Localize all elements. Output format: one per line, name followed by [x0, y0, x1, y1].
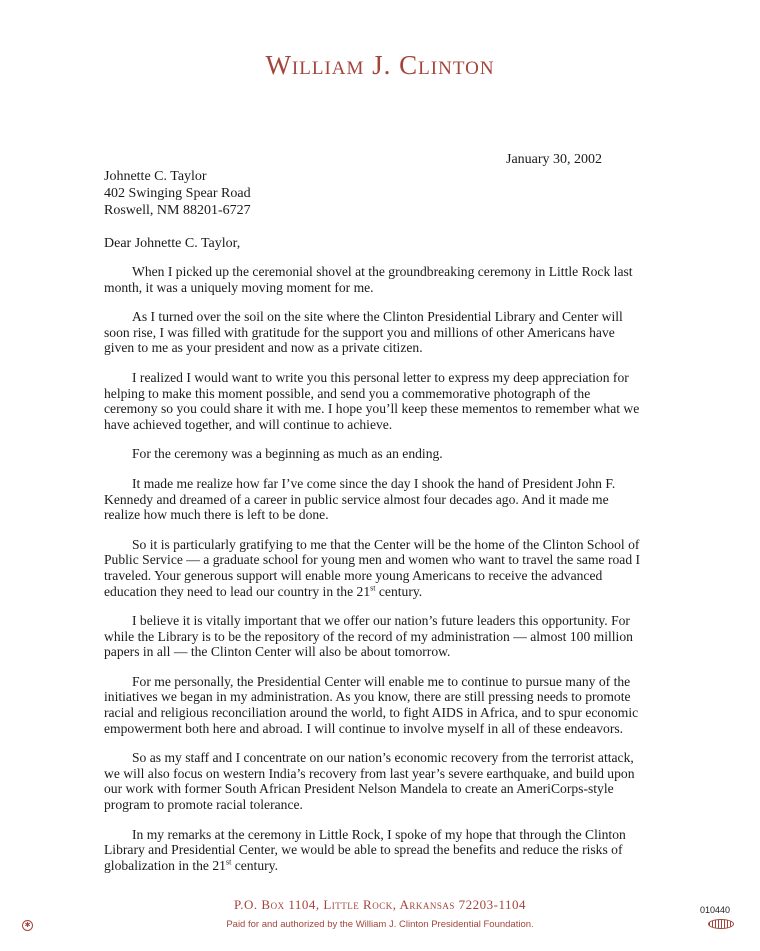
paragraph-10-end: century. — [231, 857, 278, 873]
recipient-name: Johnette C. Taylor — [104, 169, 207, 184]
ordinal-suffix: st — [225, 857, 232, 867]
document-number: 010440 — [700, 905, 731, 915]
letter-body — [104, 264, 644, 887]
paragraph-2: As I turned over the soil on the site where the Clinton Presidential Library and Center will soon rise, I was filled with gratitude for the support you and millions of other Americans have given to me as your president and now as a private citizen. — [104, 309, 623, 356]
letterhead-name: William J. Clinton — [265, 50, 495, 80]
paragraph-8: For me personally, the Presidential Center will enable me to continue to pursue many of the initiatives we began in my administration. As you know, there are still pressing needs to promote racial and religious reconciliation around the world, to fight AIDS in Africa, and to spur economic empowerment both here and abroad. I will continue to involve myself in all of these endeavors. — [104, 673, 639, 736]
paragraph-6-text: So it is particularly gratifying to me that the Center will be the home of the Clinton School of Public Service — a graduate school for young men and women who want to travel the same road I traveled. Your generous support will enable more young Americans to receive the advanced education they need to lead our country in the 21 — [104, 536, 641, 599]
footer-address: P.O. Box 1104, Little Rock, Arkansas 72203-1104 — [234, 897, 526, 912]
paragraph-10-text: In my remarks at the ceremony in Little Rock, I spoke of my hope that through the Clinton Library and Presidential Center, we would be able to spread the benefits and reduce the risks of globalization in the 21 — [104, 826, 626, 873]
paragraph-6 — [104, 537, 644, 599]
salutation: Dear Johnette C. Taylor, — [104, 236, 241, 251]
footer-authorization: Paid for and authorized by the William J. Clinton Presidential Foundation. — [226, 919, 534, 930]
recipient-street: 402 Swinging Spear Road — [104, 186, 251, 201]
recipient-address — [104, 168, 251, 219]
recipient-city-state-zip: Roswell, NM 88201-6727 — [104, 203, 251, 218]
union-label-icon — [708, 919, 734, 929]
recycled-mark-icon: ✱ — [22, 920, 33, 931]
paragraph-6-end: century. — [375, 583, 423, 599]
paragraph-1: When I picked up the ceremonial shovel at the groundbreaking ceremony in Little Rock last month, it was a uniquely moving moment for me. — [104, 264, 633, 295]
paragraph-7: I believe it is vitally important that we offer our nation’s future leaders this opportunity. For while the Library is to be the repository of the record of my administration — almost 100 million papers in all — the Clinton Center will also be about tomorrow. — [104, 613, 633, 660]
paragraph-10 — [104, 827, 644, 874]
letter-date: January 30, 2002 — [506, 152, 603, 167]
paragraph-9: So as my staff and I concentrate on our nation’s economic recovery from the terrorist attack, we will also focus on western India’s recovery from last year’s severe earthquake, and build upon our work with former South African President Nelson Mandela to create an AmeriCorps-style program to promote racial tolerance. — [104, 750, 635, 813]
paragraph-5: It made me realize how far I’ve come since the day I shook the hand of President John F. Kennedy and dreamed of a career in public service almost four decades ago. And it made me realize how much there is left to be done. — [104, 475, 616, 523]
ordinal-suffix: st — [370, 582, 376, 592]
paragraph-3: I realized I would want to write you this personal letter to express my deep appreciation for helping to make this moment possible, and send you a commemorative photograph of the ceremony so you could share it with me. I hope you’ll keep these mementos to remember what we have achieved together, and will continue to achieve. — [104, 369, 640, 432]
paragraph-4: For the ceremony was a beginning as much as an ending. — [132, 446, 443, 462]
